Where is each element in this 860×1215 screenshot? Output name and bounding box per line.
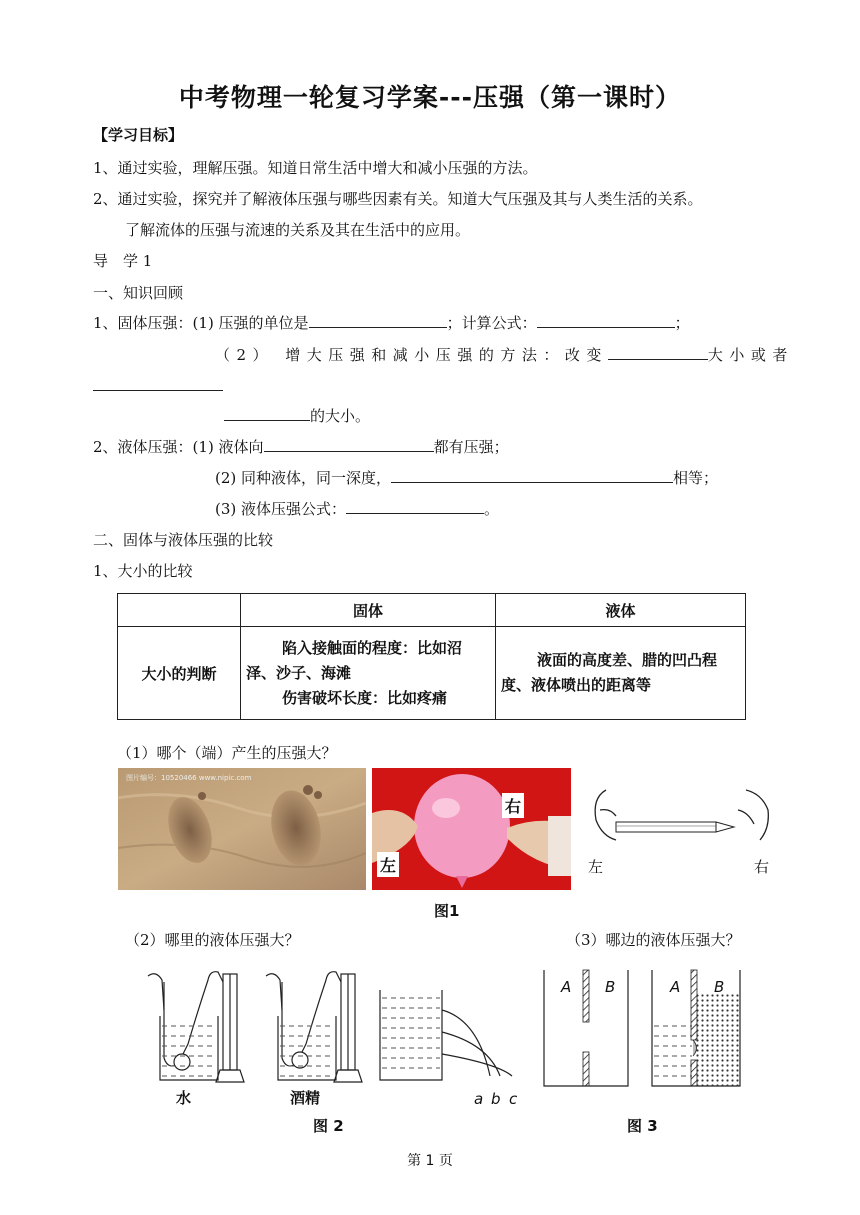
method-prefix: （2） 增大压强和减小压强的方法：改变 <box>215 346 608 364</box>
jet-b-label: b <box>491 1090 501 1108</box>
tank2-a-label: A <box>670 978 681 996</box>
balloon-right-label: 右 <box>502 793 524 818</box>
liquid-line3-end: 。 <box>484 500 500 518</box>
or-blank[interactable] <box>93 376 223 391</box>
page-title: 中考物理一轮复习学案---压强（第一课时） <box>178 83 682 112</box>
liquid-pressure-line2 <box>215 468 718 488</box>
size-end: 的大小。 <box>310 407 371 425</box>
table-header-solid: 固体 <box>241 594 496 627</box>
footprints-photo <box>118 768 366 890</box>
solid-pressure-line3 <box>224 406 370 426</box>
liquid-pressure-line1 <box>93 437 509 457</box>
liquid-pressure-line3 <box>215 499 499 519</box>
table-header-liquid: 液体 <box>496 594 746 627</box>
table-cell-solid <box>241 627 496 720</box>
solid-pressure-line2-wrap <box>93 376 223 396</box>
same-depth-prefix: (2) 同种液体，同一深度， <box>215 469 392 487</box>
solid-cell-line2: 泽、沙子、海滩 <box>246 663 352 682</box>
table-row-label: 大小的判断 <box>118 627 241 720</box>
table-cell-liquid <box>496 627 746 720</box>
balloon-left-label: 左 <box>377 852 399 877</box>
page-footer: 第 1 页 <box>407 1153 453 1169</box>
jet-c-label: c <box>509 1090 518 1108</box>
alcohol-label: 酒精 <box>290 1089 321 1107</box>
tank1-b-label: B <box>605 978 616 996</box>
solid-unit-prefix: 1、固体压强：(1) 压强的单位是 <box>93 314 309 332</box>
unit-blank[interactable] <box>309 313 447 328</box>
figure2-caption: 图 2 <box>313 1117 344 1135</box>
method-end: 大小或者 <box>707 346 794 364</box>
solid-cell-line1: 陷入接触面的程度：比如沼 <box>282 638 463 657</box>
objective-item-2-cont: 了解流体的压强与流速的关系及其在生活中的应用。 <box>125 221 471 239</box>
comparison-table <box>117 593 746 720</box>
solid-line1-end: ； <box>674 314 690 332</box>
liquid-cell-line2: 度、液体喷出的距离等 <box>501 676 652 694</box>
section2-sub1: 1、大小的比较 <box>93 562 193 580</box>
liquid-line1-end: 都有压强； <box>433 438 509 456</box>
pencil-left-label: 左 <box>588 858 604 876</box>
balloon-photo <box>372 768 571 890</box>
objectives-heading: 【学习目标】 <box>93 126 184 144</box>
liquid-formula-prefix: (3) 液体压强公式： <box>215 500 347 518</box>
pencil-right-label: 右 <box>754 858 770 876</box>
objective-item-2: 2、通过实验，探究并了解液体压强与哪些因素有关。知道大气压强及其与人类生活的关系。 <box>93 190 703 208</box>
solid-pressure-line1 <box>93 313 690 333</box>
jet-a-label: a <box>474 1090 484 1108</box>
pencil-drawing <box>586 780 786 852</box>
guide-label: 导 学 1 <box>93 252 153 270</box>
direction-blank[interactable] <box>264 437 434 452</box>
solid-pressure-line2 <box>215 345 794 365</box>
question-3: （3）哪边的液体压强大？ <box>566 931 741 949</box>
formula-blank[interactable] <box>537 313 675 328</box>
figure1-caption: 图1 <box>434 902 460 920</box>
water-label: 水 <box>176 1089 192 1107</box>
same-depth-end: 相等； <box>673 469 719 487</box>
liquid-prefix: 2、液体压强：(1) 液体向 <box>93 438 264 456</box>
tank2-b-label: B <box>714 978 725 996</box>
section2-heading: 二、固体与液体压强的比较 <box>93 531 274 549</box>
figure2-drawing <box>128 960 528 1090</box>
tank1-a-label: A <box>561 978 572 996</box>
change-blank[interactable] <box>608 345 708 360</box>
formula-prefix: ；计算公式： <box>446 314 537 332</box>
size-blank[interactable] <box>224 406 310 421</box>
liquid-formula-blank[interactable] <box>346 499 484 514</box>
table-header-empty <box>118 594 241 627</box>
photo-watermark: 图片编号：10520466 www.nipic.com <box>126 774 252 782</box>
section1-heading: 一、知识回顾 <box>93 284 184 302</box>
question-1: （1）哪个（端）产生的压强大？ <box>117 744 337 762</box>
figure3-caption: 图 3 <box>627 1117 658 1135</box>
same-depth-blank[interactable] <box>391 468 673 483</box>
question-2: （2）哪里的液体压强大？ <box>125 931 300 949</box>
liquid-cell-line1: 液面的高度差、腊的凹凸程 <box>537 651 718 669</box>
solid-cell-line3: 伤害破坏长度：比如疼痛 <box>282 688 448 707</box>
objective-item-1: 1、通过实验，理解压强。知道日常生活中增大和减小压强的方法。 <box>93 159 538 177</box>
